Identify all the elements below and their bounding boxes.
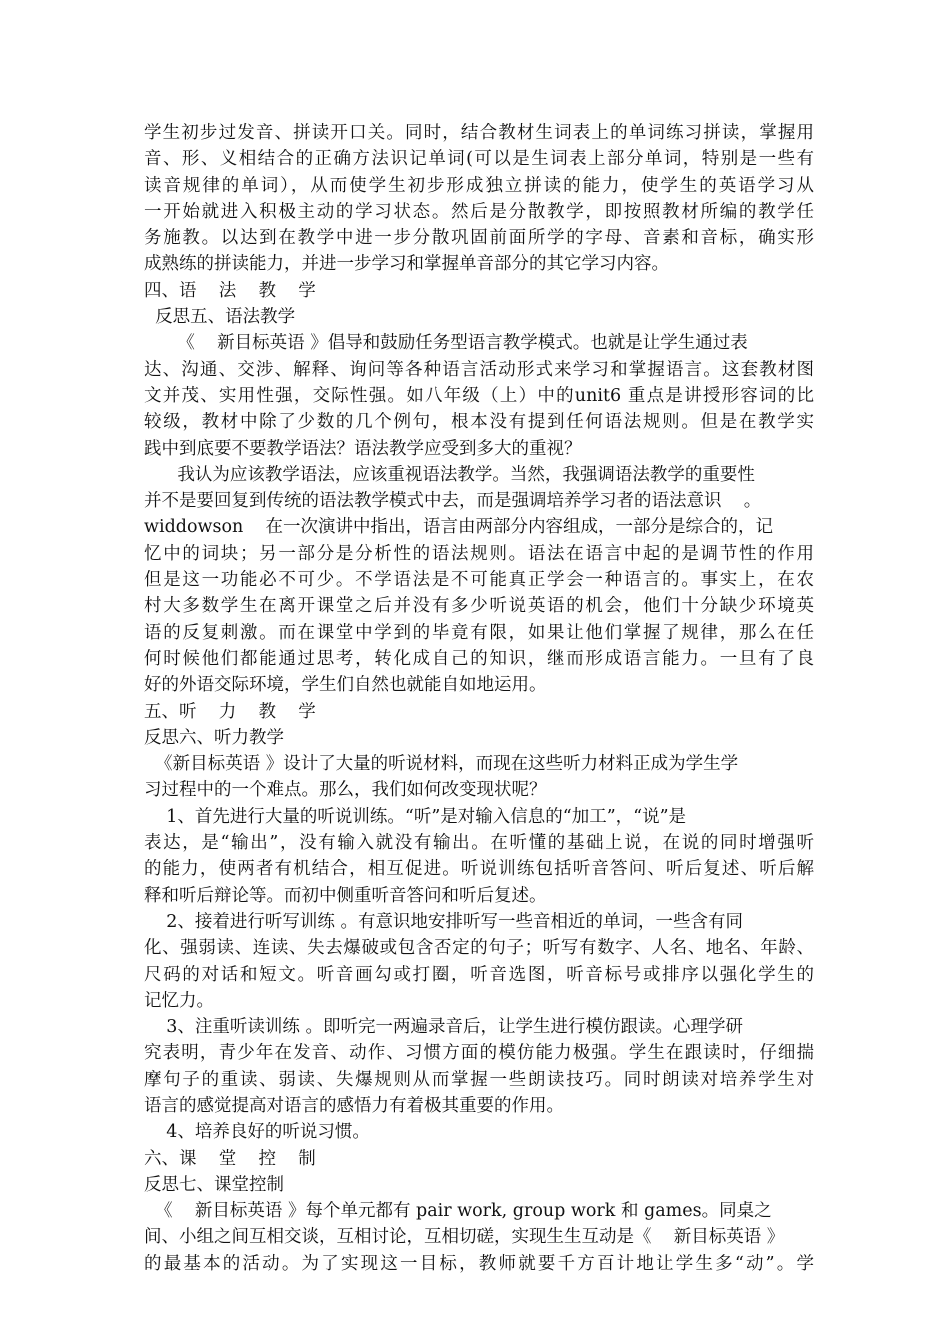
text-line: 读音规律的单词），从而使学生初步形成独立拼读的能力，使学生的英语学习从: [144, 175, 814, 196]
text-line: 反思七、课堂控制: [144, 1174, 284, 1195]
text-line: 的最基本的活动。为了实现这一目标，教师就要千方百计地让学生多“动”。学: [144, 1253, 814, 1274]
body-text: [144, 120, 814, 1277]
text-line: 1、首先进行大量的听说训练。“听”是对输入信息的“加工”，“说”是: [144, 806, 687, 827]
text-line: 较级，教材中除了少数的几个例句，根本没有提到任何语法规则。但是在教学实: [144, 412, 814, 433]
text-line: 何时候他们都能通过思考，转化成自己的知识，继而形成语言能力。一旦有了良: [144, 648, 814, 669]
text-line: 务施教。以达到在教学中进一步分散巩固前面所学的字母、音素和音标，确实形: [144, 228, 814, 249]
text-line: 释和听后辩论等。而初中侧重听音答问和听后复述。: [144, 885, 547, 906]
text-line: 反思五、语法教学: [144, 307, 296, 328]
text-line: 践中到底要不要教学语法？语法教学应受到多大的重视？: [144, 438, 582, 459]
text-line: 六、课 堂 控 制: [144, 1148, 316, 1169]
text-line: 间、小组之间互相交谈，互相讨论，互相切磋，实现生生互动是《 新目标英语 》: [144, 1227, 785, 1248]
text-line: 文并茂、实用性强，交际性强。如八年级（上）中的unit6 重点是讲授形容词的比: [144, 385, 814, 406]
text-line: widdowson 在一次演讲中指出，语言由两部分内容组成，一部分是综合的，记: [144, 517, 774, 538]
text-line: 习过程中的一个难点。那么，我们如何改变现状呢？: [144, 780, 547, 801]
text-line: 反思六、听力教学: [144, 727, 284, 748]
text-line: 达、沟通、交涉、解释、询问等各种语言活动形式来学习和掌握语言。这套教材图: [144, 359, 814, 380]
text-line: 表达，是“输出”，没有输入就没有输出。在听懂的基础上说，在说的同时增强听: [144, 833, 814, 854]
text-line: 的能力，使两者有机结合，相互促进。听说训练包括听音答问、听后复述、听后解: [144, 859, 814, 880]
text-line: 4、培养良好的听说习惯。: [144, 1122, 370, 1143]
text-line: 摩句子的重读、弱读、失爆规则从而掌握一些朗读技巧。同时朗读对培养学生对: [144, 1069, 814, 1090]
text-line: 四、语 法 教 学: [144, 280, 316, 301]
text-line: 记忆力。: [144, 990, 214, 1011]
text-line: 尺码的对话和短文。听音画勾或打圈，听音选图，听音标号或排序以强化学生的: [144, 964, 814, 985]
text-line: 五、听 力 教 学: [144, 701, 316, 722]
text-line: 《 新目标英语 》倡导和鼓励任务型语言教学模式。也就是让学生通过表: [144, 333, 748, 354]
text-line: 但是这一功能必不可少。不学语法是不可能真正学会一种语言的。事实上，在农: [144, 570, 814, 591]
text-line: 我认为应该教学语法，应该重视语法教学。当然，我强调语法教学的重要性: [144, 464, 755, 485]
text-line: 2、接着进行听写训练 。有意识地安排听写一些音相近的单词，一些含有同: [144, 911, 743, 932]
text-line: 音、形、义相结合的正确方法识记单词(可以是生词表上部分单词，特别是一些有: [144, 149, 814, 170]
text-line: 语言的感觉提高对语言的感悟力有着极其重要的作用。: [144, 1095, 564, 1116]
text-line: 忆中的词块；另一部分是分析性的语法规则。语法在语言中起的是调节性的作用: [144, 543, 814, 564]
text-line: 村大多数学生在离开课堂之后并没有多少听说英语的机会，他们十分缺少环境英: [144, 596, 814, 617]
text-line: 成熟练的拼读能力，并进一步学习和掌握单音部分的其它学习内容。: [144, 254, 669, 275]
text-line: 《 新目标英语 》每个单元都有 pair work, group work 和 games。同桌之: [144, 1201, 772, 1222]
text-line: 一开始就进入积极主动的学习状态。然后是分散教学，即按照教材所编的教学任: [144, 201, 814, 222]
text-line: 《新目标英语 》设计了大量的听说材料，而现在这些听力材料正成为学生学: [144, 754, 739, 775]
text-line: 好的外语交际环境，学生们自然也就能自如地运用。: [144, 675, 547, 696]
text-line: 化、强弱读、连读、失去爆破或包含否定的句子；听写有数字、人名、地名、年龄、: [144, 938, 814, 959]
text-line: 3、注重听读训练 。即听完一两遍录音后，让学生进行模仿跟读。心理学研: [144, 1017, 743, 1038]
text-line: 并不是要回复到传统的语法教学模式中去，而是强调培养学习者的语法意识 。: [144, 491, 762, 512]
text-line: 语的反复刺激。而在课堂中学到的毕竟有限，如果让他们掌握了规律，那么在任: [144, 622, 814, 643]
text-line: 究表明，青少年在发音、动作、习惯方面的模仿能力极强。学生在跟读时，仔细揣: [144, 1043, 814, 1064]
text-line: 学生初步过发音、拼读开口关。同时，结合教材生词表上的单词练习拼读，掌握用: [144, 123, 814, 143]
